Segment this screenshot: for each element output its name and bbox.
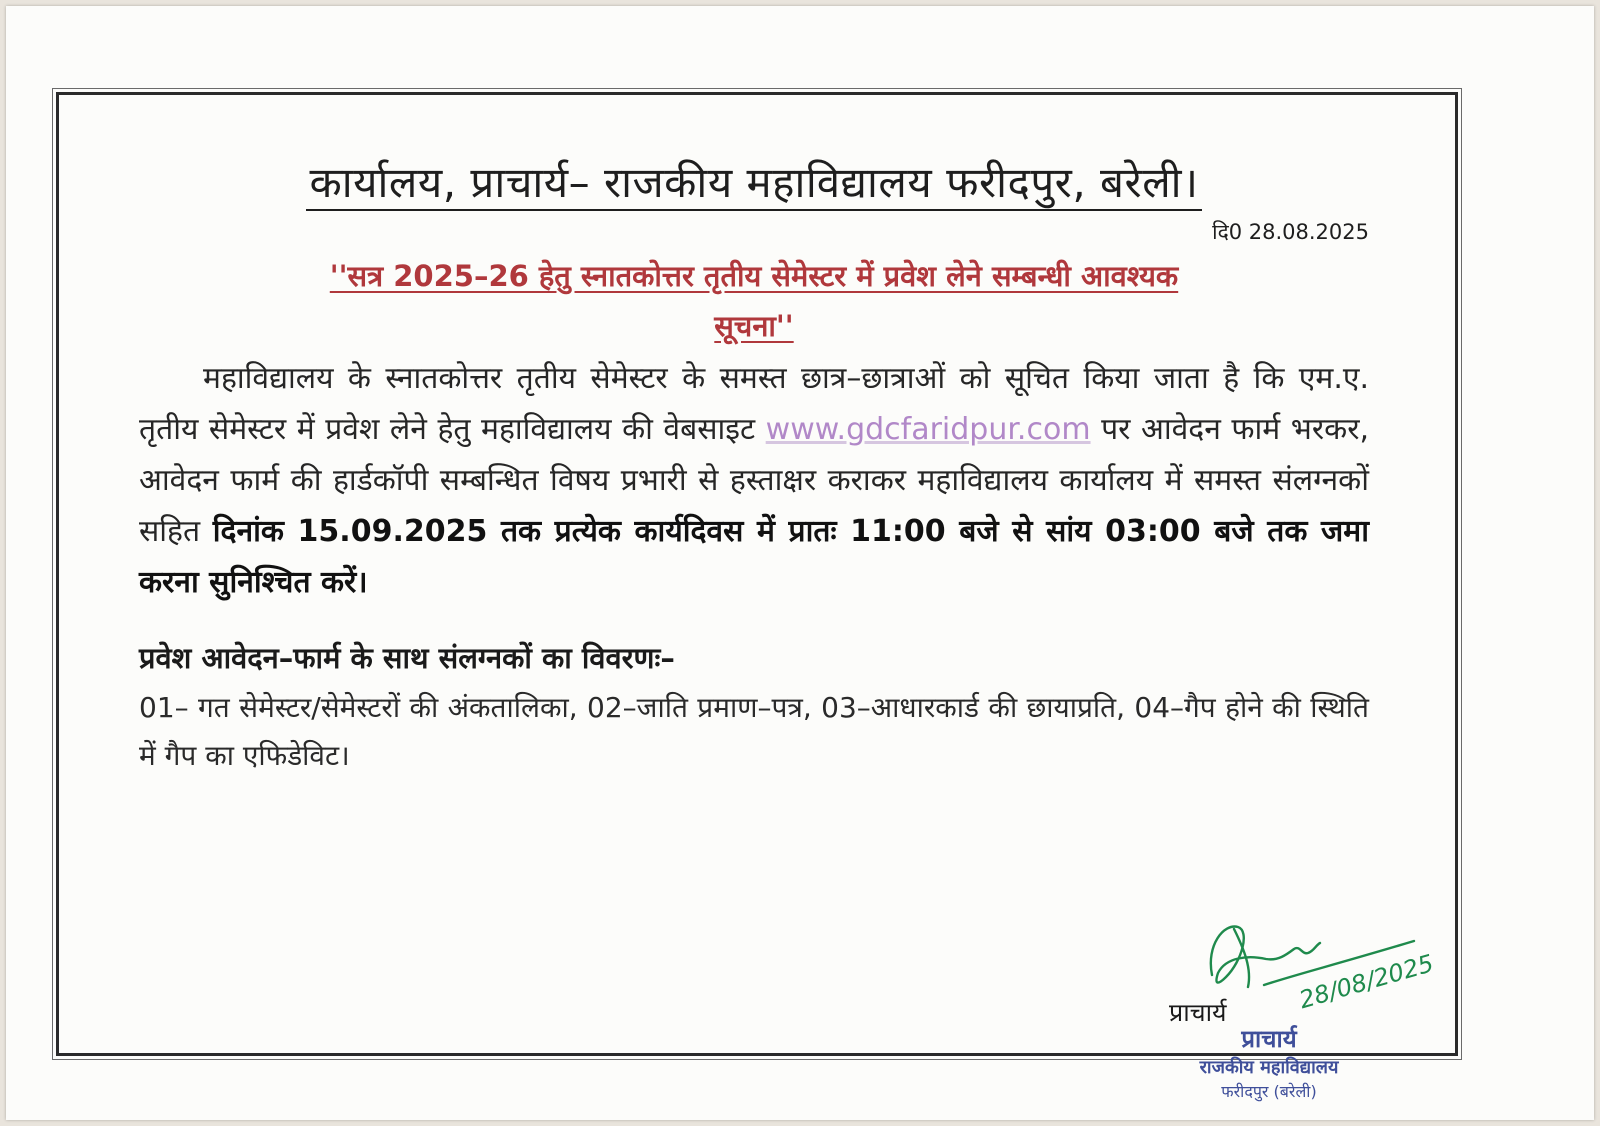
deadline-text: दिनांक 15.09.2025 तक प्रत्येक कार्यदिवस में प्रातः 11:00 बजे से सांय 03:00 बजे तक जमा करना सुनिश्चित करें। [139, 514, 1369, 600]
attachments-heading: प्रवेश आवेदन–फार्म के साथ संलग्नकों का विवरणः– [139, 641, 675, 675]
signature-date: 28/08/2025 [1296, 949, 1437, 1015]
handwritten-signature [1204, 915, 1444, 1015]
stamp-college: राजकीय महाविद्यालय [1199, 1057, 1339, 1078]
website-link[interactable]: www.gdcfaridpur.com [765, 412, 1091, 447]
stamp-place: फरीदपुर (बरेली) [1221, 1082, 1317, 1101]
notice-date: दि0 28.08.2025 [1212, 220, 1369, 244]
office-title [139, 155, 1369, 211]
principal-label: प्राचार्य [1169, 998, 1227, 1027]
body-text-part1: महाविद्यालय के स्नातकोत्तर तृतीय सेमेस्टर के समस्त छात्र–छात्राओं को सूचित किया जाता है कि एम.ए. तृतीय सेमेस्टर में प्रवेश लेने हेतु महाविद्यालय की वेबसाइट [139, 361, 1369, 447]
notice-content [139, 155, 1369, 780]
notice-body [139, 353, 1369, 608]
subject-line-1: ''सत्र 2025–26 हेतु स्नातकोत्तर तृतीय सेमेस्टर में प्रवेश लेने सम्बन्धी आवश्यक [329, 259, 1179, 293]
subject-line-2: सूचना'' [714, 309, 794, 343]
notice-border-frame [56, 92, 1458, 1101]
attachments-list: 01– गत सेमेस्टर/सेमेस्टरों की अंकतालिका, 02–जाति प्रमाण–पत्र, 03–आधारकार्ड की छायाप्रति, 04–गैप होने की स्थिति में गैप का एफिडेविट। [139, 691, 1369, 772]
stamp-title: प्राचार्य [1241, 1025, 1297, 1053]
office-title-text: कार्यालय, प्राचार्य– राजकीय महाविद्यालय फरीदपुर, बरेली। [306, 158, 1203, 211]
body-text-part2: पर आवेदन फार्म भरकर, आवेदन फार्म की हार्डकॉपी सम्बन्धित विषय प्रभारी से हस्ताक्षर कराकर महाविद्यालय कार्यालय में समस्त संलग्नकों सहित [139, 412, 1369, 549]
principal-stamp [1139, 1023, 1399, 1103]
notice-subject [139, 251, 1369, 351]
notice-paper [6, 6, 1594, 1120]
